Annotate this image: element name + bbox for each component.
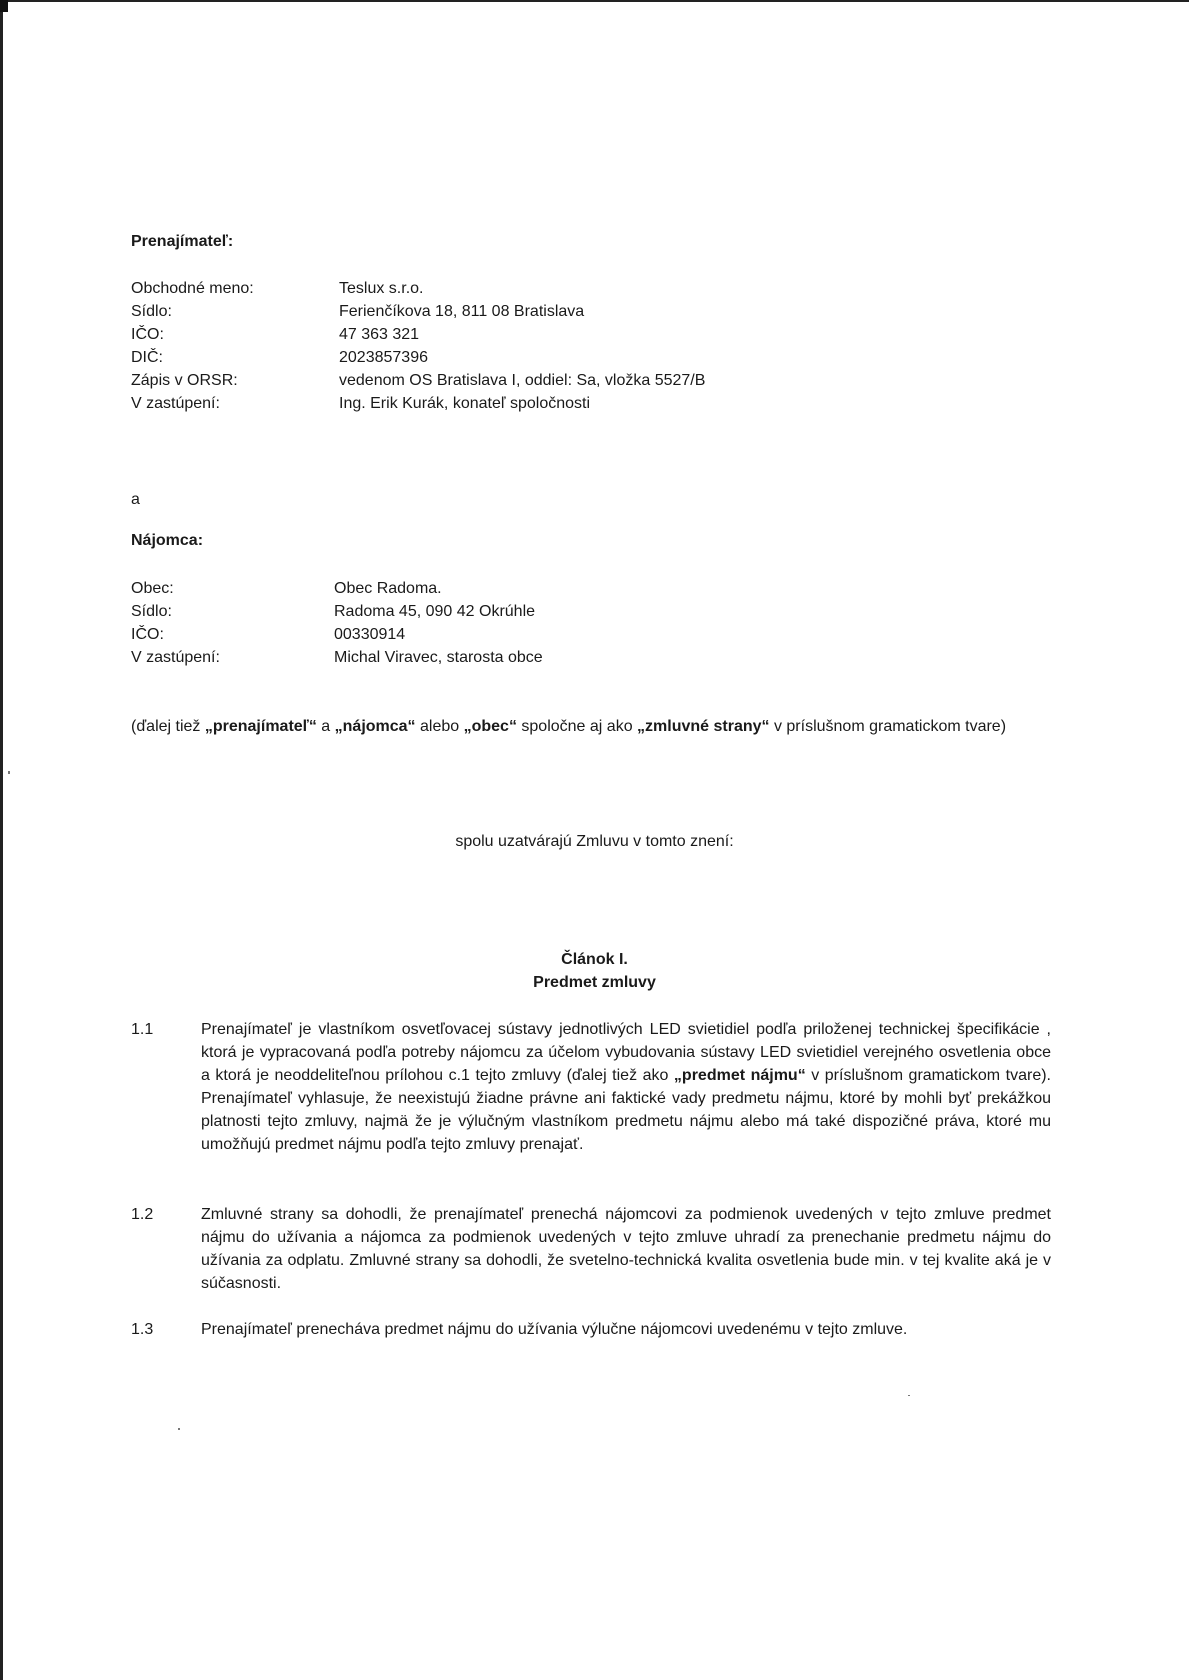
lessor-row-register	[131, 369, 705, 392]
lessee-value: Obec Radoma.	[334, 580, 442, 597]
definitions-text: spoločne aj ako	[516, 718, 638, 735]
clause-text-part: v príslušnom gramatickom tvare). Prenajímateľ vyhlasuje, že neexistujú žiadne právne ani faktické vady predmetu nájmu, ktoré by mohli byť prekážkou platnosti tejto zmluvy, najmä že je výlučným vlastníkom predmetu nájmu alebo má také dispozičné práva, ktoré mu umožňujú predmet nájmu podľa tejto zmluvy prenajať.	[201, 1067, 1051, 1153]
definitions-text: a	[316, 718, 335, 735]
lessor-row-name	[131, 277, 705, 300]
term-lessor: „prenajímateľ“	[204, 718, 317, 735]
lessor-heading: Prenajímateľ:	[131, 233, 234, 250]
lessor-value: 47 363 321	[339, 326, 420, 343]
scan-edge-top	[0, 0, 1189, 2]
lessee-label: Sídlo:	[131, 603, 172, 620]
lessee-label: V zastúpení:	[131, 649, 220, 666]
lessee-value: 00330914	[334, 626, 406, 643]
scan-speck	[908, 1395, 910, 1396]
lessee-row-seat	[131, 600, 543, 623]
scan-speck	[178, 1428, 180, 1430]
lessor-label: Sídlo:	[131, 303, 172, 320]
definitions-text: alebo	[415, 718, 464, 735]
clause-text-part: Prenajímateľ je vlastníkom osvetľovacej sústavy jednotlivých LED svietidiel podľa priloženej technickej špecifikácie , ktorá je vypracovaná podľa potreby nájomcu za účelom vybudovania sústavy LED svietidiel verejného osvetlenia obce a ktorá je neoddeliteľnou prílohou c.1 tejto zmluvy (ďalej tiež ako	[201, 1021, 1051, 1084]
agreement-line-text: spolu uzatvárajú Zmluvu v tomto znení:	[455, 833, 734, 850]
conjunction-text: a	[131, 491, 140, 508]
term-lessee: „nájomca“	[334, 718, 416, 735]
clause-text: Prenajímateľ prenecháva predmet nájmu do užívania výlučne nájomcovi uvedenému v tejto zmluve.	[201, 1321, 908, 1338]
lessee-label: IČO:	[131, 626, 164, 643]
lessee-label: Obec:	[131, 580, 174, 597]
clause-number: 1.2	[131, 1206, 154, 1223]
lessor-value: Ing. Erik Kurák, konateľ spoločnosti	[339, 395, 591, 412]
clause-text	[201, 1018, 1051, 1156]
lessor-row-seat	[131, 300, 705, 323]
lessor-label: Obchodné meno:	[131, 280, 254, 297]
clause-1-1	[131, 1018, 1051, 1156]
lessor-row-dic	[131, 346, 705, 369]
term-contracting-parties: „zmluvné strany“	[637, 718, 770, 735]
scan-corner-mark	[0, 0, 8, 12]
article-number: Článok I.	[561, 951, 628, 968]
lessee-value: Radoma 45, 090 42 Okrúhle	[334, 603, 536, 620]
agreement-line	[0, 833, 1189, 851]
clause-1-3	[131, 1318, 1051, 1341]
definitions-text: v príslušnom gramatickom tvare)	[769, 718, 1007, 735]
lessee-value: Michal Viravec, starosta obce	[334, 649, 543, 666]
lessee-row-ico	[131, 623, 543, 646]
definitions-text: (ďalej tiež	[131, 718, 205, 735]
definitions-paragraph	[131, 715, 1051, 738]
term-lease-subject: „predmet nájmu“	[673, 1067, 806, 1084]
lessor-value: Teslux s.r.o.	[339, 280, 424, 297]
lessor-row-ico	[131, 323, 705, 346]
lessee-row-municipality	[131, 577, 543, 600]
clause-number: 1.3	[131, 1321, 154, 1338]
lessee-details	[131, 577, 543, 669]
lessor-value: 2023857396	[339, 349, 428, 366]
lessor-label: V zastúpení:	[131, 395, 220, 412]
lessor-details	[131, 277, 705, 415]
lessor-label: Zápis v ORSR:	[131, 372, 238, 389]
term-municipality: „obec“	[463, 718, 517, 735]
lessor-label: IČO:	[131, 326, 164, 343]
lessee-heading: Nájomca:	[131, 532, 204, 549]
clause-1-2	[131, 1203, 1051, 1295]
article-title: Predmet zmluvy	[533, 974, 656, 991]
lessee-row-representative	[131, 646, 543, 669]
clause-number: 1.1	[131, 1021, 154, 1038]
clause-text: Zmluvné strany sa dohodli, že prenajímateľ prenechá nájomcovi za podmienok uvedených v tejto zmluve predmet nájmu do užívania a nájomca za podmienok uvedených v tejto zmluve uhradí za prenechanie predmetu nájmu do užívania za odplatu. Zmluvné strany sa dohodli, že svetelno-technická kvalita osvetlenia bude min. v tej kvalite aká je v súčasnosti.	[201, 1206, 1051, 1292]
lessor-row-representative	[131, 392, 705, 415]
lessor-value: Ferienčíkova 18, 811 08 Bratislava	[339, 303, 585, 320]
scan-speck	[8, 771, 10, 774]
lessor-value: vedenom OS Bratislava I, oddiel: Sa, vložka 5527/B	[339, 372, 706, 389]
lessor-label: DIČ:	[131, 349, 163, 366]
